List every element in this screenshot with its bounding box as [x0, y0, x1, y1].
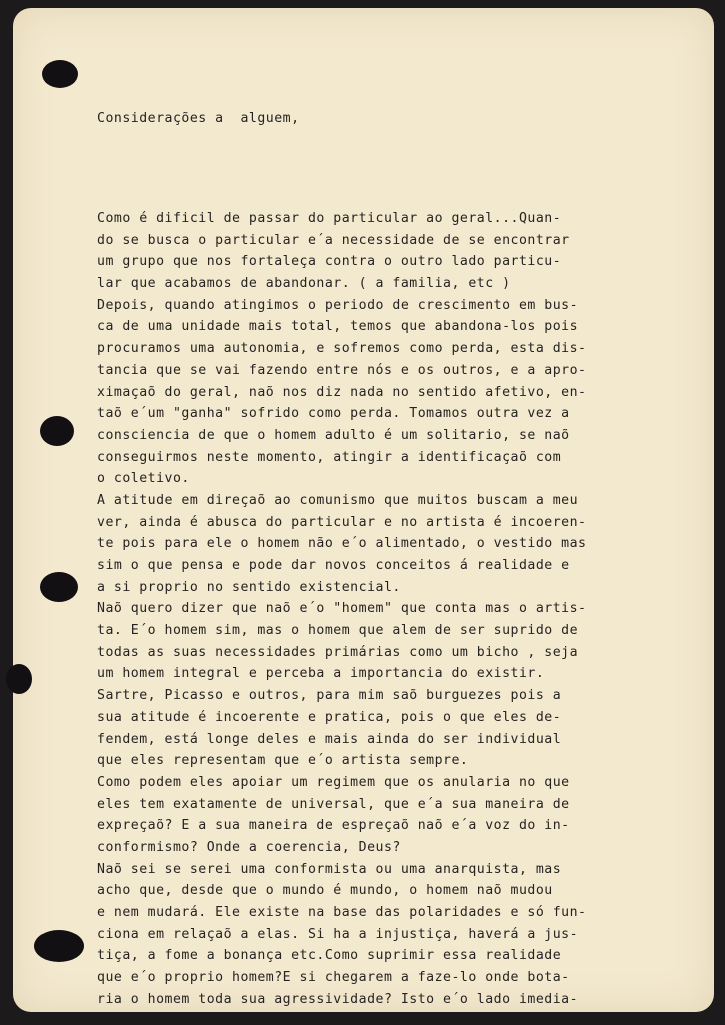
text-line: Depois, quando atingimos o periodo de crescimento em bus-: [97, 297, 579, 313]
text-line: do se busca o particular e´a necessidade de se encontrar: [97, 232, 570, 248]
text-line: acho que, desde que o mundo é mundo, o homem naõ mudou: [97, 883, 553, 899]
text-line: um homem integral e perceba a importancia do existir.: [97, 666, 545, 682]
punch-hole: [40, 572, 78, 602]
text-line: A atitude em direçaõ ao comunismo que muitos buscam a meu: [97, 492, 579, 508]
text-line: ciona em relaçaõ a elas. Si ha a injustiça, haverá a jus-: [97, 926, 579, 942]
text-line: um grupo que nos fortaleça contra o outro lado particu-: [97, 254, 562, 270]
text-line: Como é dificil de passar do particular ao geral...Quan-: [97, 211, 562, 226]
text-line: Sartre, Picasso e outros, para mim saõ burguezes pois a: [97, 688, 562, 704]
text-line: taõ e´um "ganha" sofrido como perda. Tomamos outra vez a: [97, 406, 570, 422]
text-line: lar que acabamos de abandonar. ( a familia, etc ): [97, 276, 511, 292]
text-line: ver, ainda é abusca do particular e no artista é incoeren-: [97, 514, 587, 530]
text-line: Naõ sei se serei uma conformista ou uma anarquista, mas: [97, 861, 562, 877]
text-line: fendem, está longe deles e mais ainda do ser individual: [97, 731, 562, 747]
text-line: conformismo? Onde a coerencia, Deus?: [97, 839, 401, 855]
text-line: que eles representam que e´o artista sempre.: [97, 753, 469, 769]
text-line: ca de uma unidade mais total, temos que abandona-los pois: [97, 319, 579, 335]
document-text: [97, 78, 677, 1025]
text-line: conseguirmos neste momento, atingir a identificaçaõ com: [97, 449, 562, 465]
text-line: consciencia de que o homem adulto é um solitario, se naõ: [97, 427, 570, 443]
text-line: eles tem exatamente de universal, que e´a sua maneira de: [97, 796, 570, 812]
text-line: a si proprio no sentido existencial.: [97, 579, 401, 595]
text-line: o coletivo.: [97, 471, 190, 487]
text-line: Como podem eles apoiar um regimem que os anularia no que: [97, 774, 570, 790]
text-line: ria o homem toda sua agressividade? Isto e´o lado imedia-: [97, 991, 579, 1007]
text-line: procuramos uma autonomia, e sofremos como perda, esta dis-: [97, 341, 587, 357]
punch-hole: [42, 60, 78, 88]
text-line: e nem mudará. Ele existe na base das polaridades e só fun-: [97, 905, 587, 920]
text-line: que e´o proprio homem?E si chegarem a faze-lo onde bota-: [97, 970, 570, 986]
punch-hole: [6, 664, 32, 694]
document-title: Considerações a alguem,: [97, 111, 300, 126]
text-line: ta. E´o homem sim, mas o homem que alem de ser suprido de: [97, 623, 579, 639]
text-line: ximaçaõ do geral, naõ nos diz nada no sentido afetivo, en-: [97, 384, 587, 400]
text-line: tiça, a fome a bonança etc.Como suprimir essa realidade: [97, 948, 562, 964]
text-line: tancia que se vai fazendo entre nós e os outros, e a apro-: [97, 362, 587, 378]
text-line: Naõ quero dizer que naõ e´o "homem" que conta mas o artis-: [97, 601, 587, 617]
text-line: expreçaõ? E a sua maneira de espreçaõ naõ e´a voz do in-: [97, 818, 570, 834]
punch-hole: [40, 416, 74, 446]
text-line: te pois para ele o homem não e´o alimentado, o vestido mas: [97, 536, 587, 552]
text-line: sua atitude é incoerente e pratica, pois o que eles de-: [97, 709, 562, 725]
punch-hole: [34, 930, 84, 962]
text-line: todas as suas necessidades primárias como um bicho , seja: [97, 644, 579, 660]
text-line: sim o que pensa e pode dar novos conceitos á realidade e: [97, 558, 570, 573]
document-body: [97, 208, 677, 1010]
